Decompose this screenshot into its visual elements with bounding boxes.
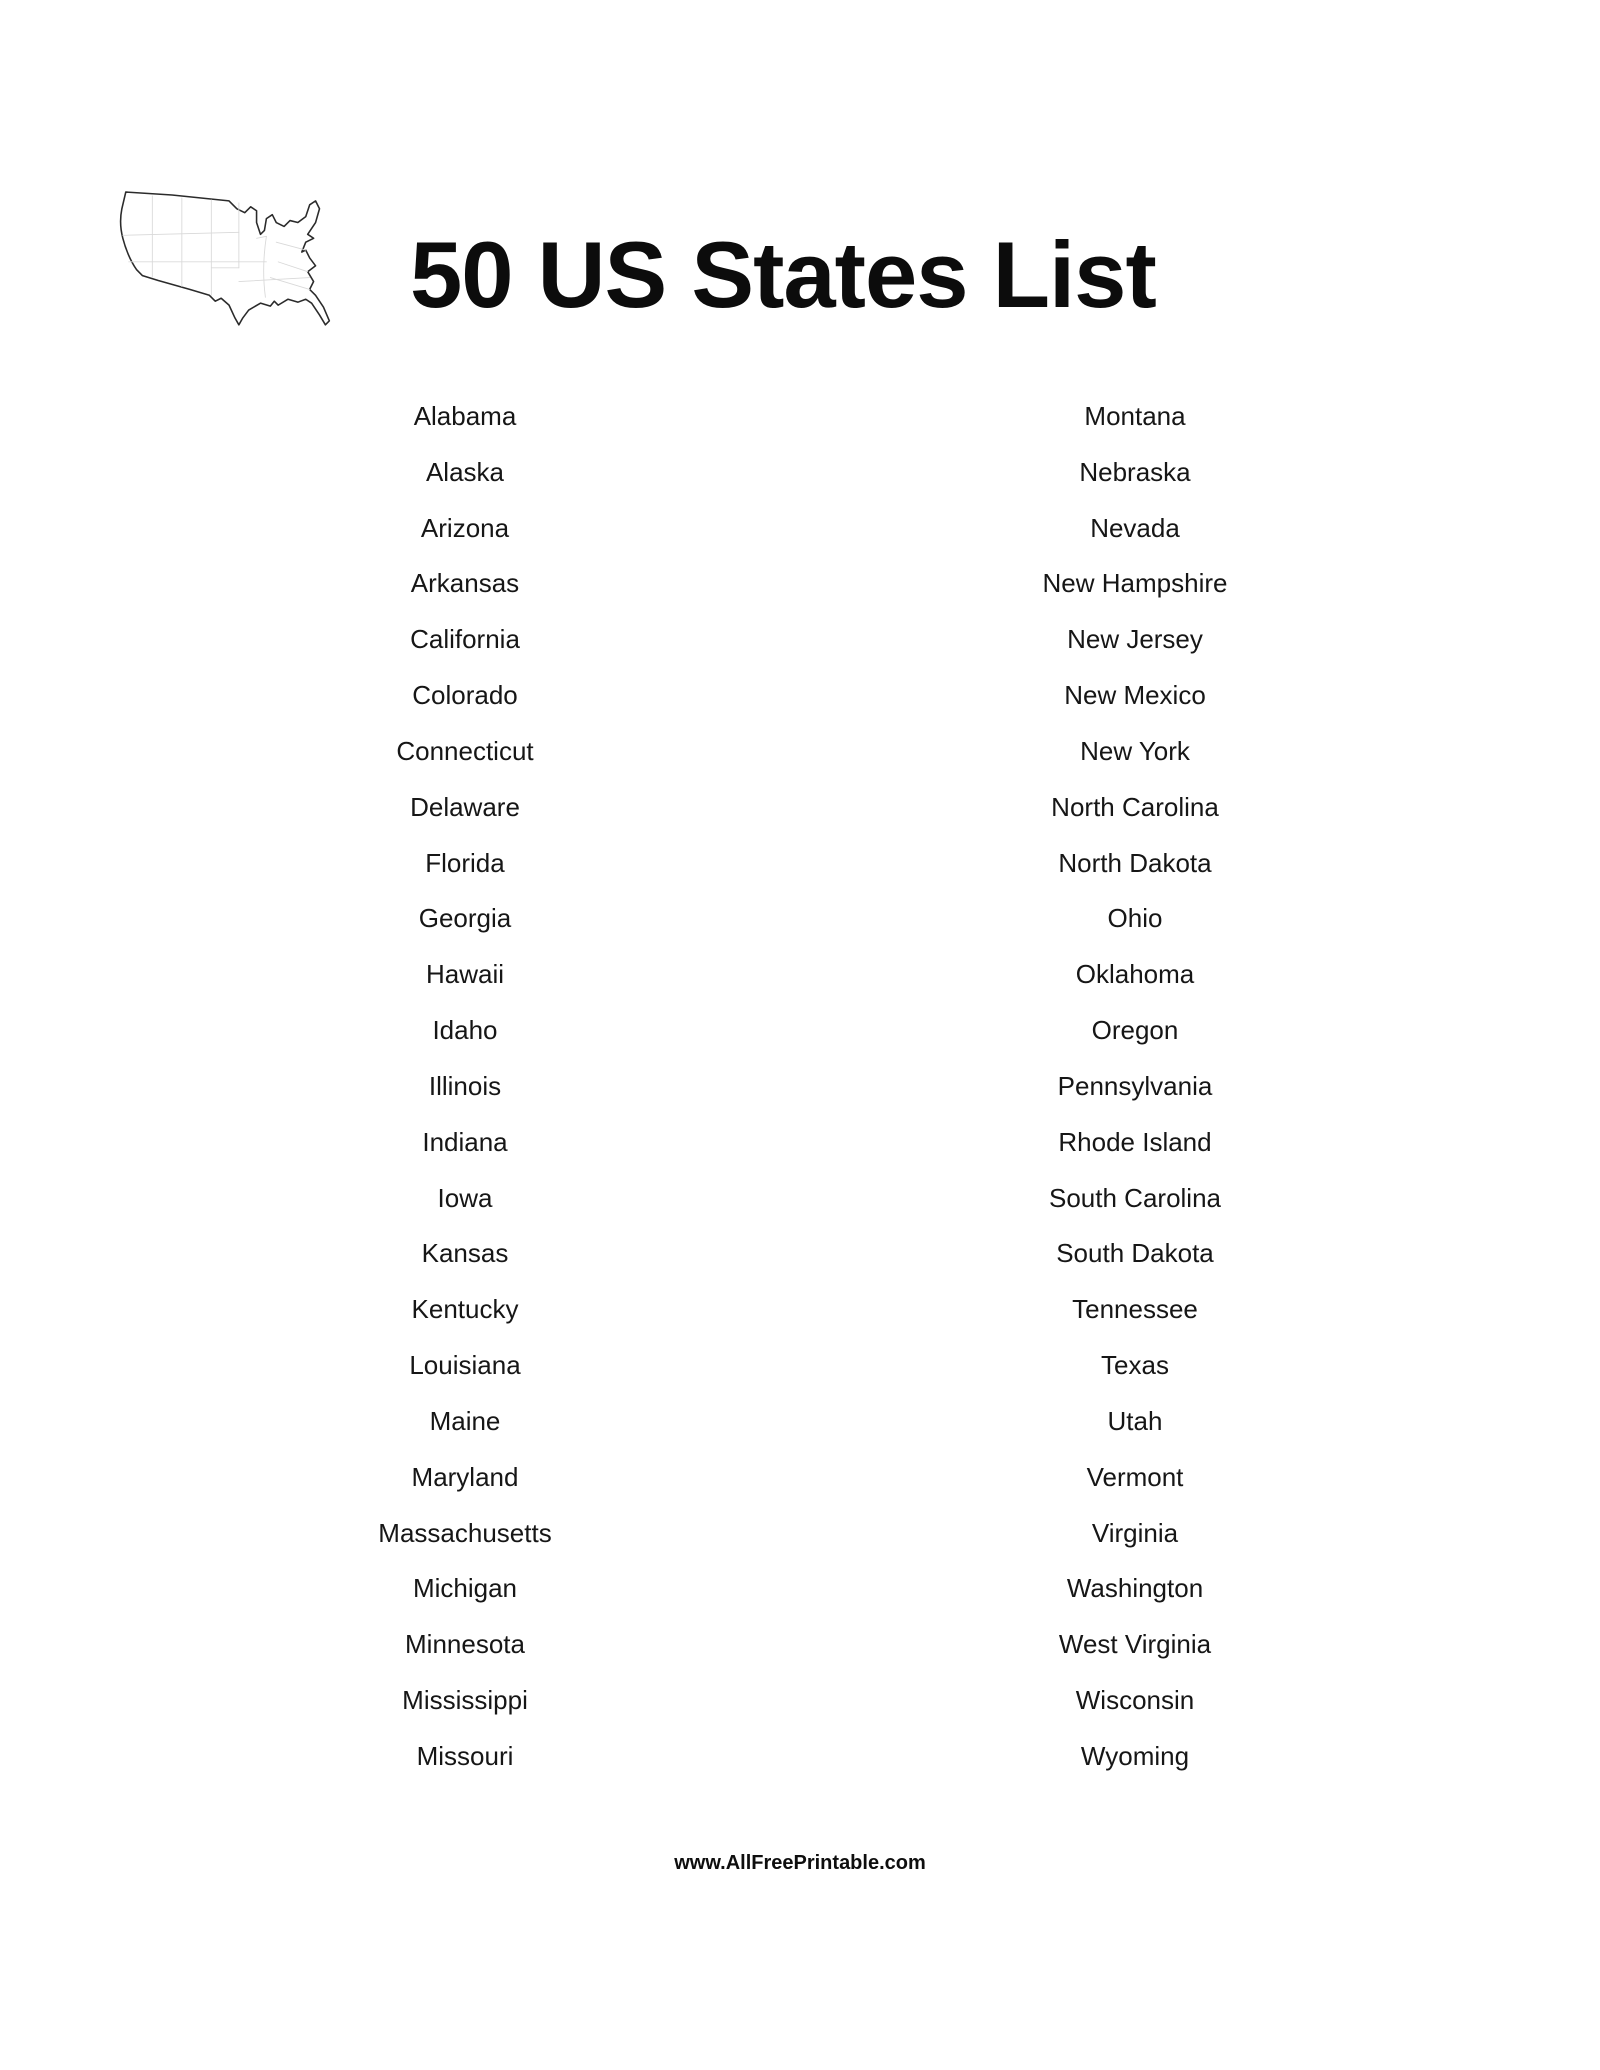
state-item: Connecticut	[396, 735, 534, 766]
state-item: New York	[1080, 735, 1190, 766]
state-item: New Mexico	[1064, 680, 1206, 711]
state-item: New Jersey	[1067, 624, 1203, 655]
state-item: North Dakota	[1058, 847, 1212, 878]
state-item: Idaho	[432, 1015, 498, 1046]
state-item: Iowa	[437, 1182, 493, 1213]
state-item: Wyoming	[1080, 1740, 1190, 1771]
state-item: Nevada	[1090, 512, 1180, 543]
state-item: Washington	[1066, 1573, 1204, 1604]
states-column-left	[265, 389, 665, 1785]
state-item: Massachusetts	[378, 1517, 552, 1548]
state-item: Maryland	[411, 1461, 519, 1492]
state-item: Georgia	[418, 903, 512, 934]
state-item: Nebraska	[1079, 456, 1191, 487]
state-item: Florida	[425, 847, 505, 878]
state-item: New Hampshire	[1042, 568, 1228, 599]
state-item: Kentucky	[411, 1294, 519, 1325]
state-item: Indiana	[422, 1126, 508, 1157]
state-item: Ohio	[1107, 903, 1163, 934]
state-item: Missouri	[416, 1740, 514, 1771]
state-item: Alaska	[425, 456, 505, 487]
state-item: Louisiana	[409, 1350, 521, 1381]
state-item: Montana	[1084, 401, 1186, 431]
page-title: 50 US States List	[410, 222, 1156, 327]
state-item: Kansas	[421, 1238, 509, 1269]
state-item: Colorado	[412, 680, 518, 711]
state-item: Pennsylvania	[1057, 1070, 1213, 1101]
state-item: Vermont	[1086, 1461, 1184, 1492]
state-item: Utah	[1107, 1405, 1163, 1436]
state-item: Texas	[1101, 1350, 1169, 1381]
state-item: Rhode Island	[1058, 1126, 1212, 1157]
state-item: Mississippi	[402, 1685, 528, 1716]
state-item: West Virginia	[1058, 1629, 1212, 1660]
state-item: Michigan	[412, 1573, 518, 1604]
state-item: Oklahoma	[1075, 959, 1195, 990]
state-item: North Carolina	[1051, 791, 1219, 822]
us-map-icon	[113, 178, 349, 330]
state-item: Minnesota	[405, 1629, 525, 1660]
state-item: Delaware	[410, 791, 520, 822]
state-item: Tennessee	[1072, 1294, 1198, 1325]
state-item: Virginia	[1091, 1517, 1179, 1548]
states-column-right	[935, 389, 1335, 1785]
state-item: Maine	[429, 1405, 501, 1436]
state-item: Alabama	[413, 401, 517, 431]
state-item: Arizona	[420, 512, 510, 543]
us-map-graphic	[113, 178, 349, 330]
state-item: South Dakota	[1056, 1238, 1214, 1269]
state-item: South Carolina	[1049, 1182, 1221, 1213]
state-item: Hawaii	[425, 959, 505, 990]
state-item: Oregon	[1091, 1015, 1179, 1046]
state-item: California	[410, 624, 520, 655]
footer-url: www.AllFreePrintable.com	[674, 1852, 926, 1874]
state-item: Arkansas	[410, 568, 520, 599]
state-item: Illinois	[428, 1070, 502, 1101]
state-item: Wisconsin	[1075, 1685, 1195, 1716]
